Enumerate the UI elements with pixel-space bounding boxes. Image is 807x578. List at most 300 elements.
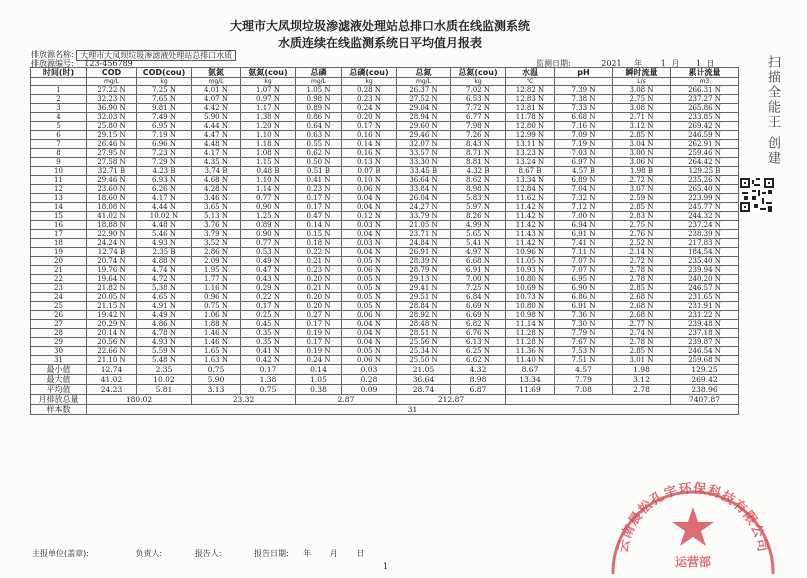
stat-label: 最小值: [31, 365, 87, 375]
table-cell: 0.24 N: [296, 356, 342, 365]
table-cell: 3.08 N: [613, 86, 671, 95]
stat-cell: 0.75: [192, 365, 241, 375]
table-cell: 23.60 N: [87, 185, 137, 194]
table-cell: 7.25 N: [137, 86, 192, 95]
column-unit: kg: [342, 78, 397, 86]
table-cell: 8.67 B: [506, 167, 555, 176]
table-cell: 18.88 N: [87, 221, 137, 230]
responsible-person-label: 负责人:: [135, 549, 163, 558]
table-cell: 25.50 N: [397, 356, 451, 365]
table-row: [31, 167, 739, 176]
table-cell: 4.72 N: [137, 275, 192, 284]
table-cell: 4.42 N: [192, 104, 241, 113]
table-cell: 12.74 B: [87, 248, 137, 257]
row-day: 20: [31, 257, 87, 266]
stat-label: 最大值: [31, 375, 87, 385]
table-cell: 7.07 N: [555, 266, 613, 275]
table-cell: 0.04 N: [342, 230, 397, 239]
table-cell: 36.64 N: [397, 176, 451, 185]
table-cell: 262.91 N: [671, 140, 739, 149]
row-day: 5: [31, 122, 87, 131]
monthly-total-tn: 212.87: [397, 395, 506, 405]
table-cell: 0.23 N: [296, 266, 342, 275]
table-cell: 269.42 N: [671, 122, 739, 131]
row-day: 18: [31, 239, 87, 248]
table-row: [31, 293, 739, 302]
table-cell: 11.05 N: [506, 257, 555, 266]
table-cell: 8.26 N: [451, 212, 506, 221]
table-cell: 7.19 N: [555, 140, 613, 149]
table-cell: 0.05 N: [342, 257, 397, 266]
table-cell: 6.77 N: [451, 113, 506, 122]
table-cell: 7.30 N: [555, 320, 613, 329]
row-day: 8: [31, 149, 87, 158]
table-row: [31, 257, 739, 266]
table-cell: 0.90 N: [241, 230, 296, 239]
table-cell: 244.32 N: [671, 212, 739, 221]
table-cell: 259.46 N: [671, 149, 739, 158]
table-cell: 21.15 N: [87, 302, 137, 311]
table-cell: 3.65 N: [192, 203, 241, 212]
stat-cell: 12.74: [87, 365, 137, 375]
column-unit: kg: [241, 78, 296, 86]
table-cell: 29.41 N: [397, 284, 451, 293]
table-cell: 10.73 N: [506, 293, 555, 302]
table-cell: 2.86 N: [192, 248, 241, 257]
table-cell: 11.42 N: [506, 239, 555, 248]
stat-row: [31, 365, 739, 375]
table-cell: 6.62 N: [451, 356, 506, 365]
table-cell: 259.68 N: [671, 356, 739, 365]
table-cell: 0.07 B: [342, 167, 397, 176]
row-day: 29: [31, 338, 87, 347]
table-cell: 0.63 N: [296, 131, 342, 140]
table-cell: 2.76 N: [613, 230, 671, 239]
table-cell: 6.68 N: [451, 257, 506, 266]
row-day: 6: [31, 131, 87, 140]
stat-cell: 269.42: [671, 375, 739, 385]
column-unit: L/s: [613, 78, 671, 86]
table-cell: 23.71 N: [397, 230, 451, 239]
table-cell: 4.32 B: [451, 167, 506, 176]
table-cell: 26.91 N: [397, 248, 451, 257]
table-cell: 237.18 N: [671, 329, 739, 338]
table-cell: 0.04 N: [342, 329, 397, 338]
table-cell: 28.84 N: [397, 302, 451, 311]
table-cell: 27.95 N: [87, 149, 137, 158]
table-cell: 231.22 N: [671, 311, 739, 320]
table-cell: 5.38 N: [137, 284, 192, 293]
table-cell: 10.02 N: [137, 212, 192, 221]
table-cell: 7.11 N: [555, 248, 613, 257]
table-cell: 1.10 N: [241, 176, 296, 185]
table-cell: 0.22 N: [241, 293, 296, 302]
table-cell: 0.23 N: [342, 95, 397, 104]
table-cell: 6.89 N: [555, 176, 613, 185]
table-cell: 0.19 N: [296, 329, 342, 338]
row-day: 15: [31, 212, 87, 221]
table-cell: 6.69 N: [451, 302, 506, 311]
table-cell: 0.42 N: [241, 356, 296, 365]
table-cell: 1.20 N: [241, 122, 296, 131]
table-cell: 3.76 N: [192, 221, 241, 230]
table-cell: 233.85 N: [671, 113, 739, 122]
column-unit: mg/L: [87, 78, 137, 86]
table-cell: 0.17 N: [296, 194, 342, 203]
table-cell: 26.37 N: [397, 86, 451, 95]
column-unit: kg: [137, 78, 192, 86]
table-cell: 7.41 N: [555, 239, 613, 248]
stat-cell: 4.32: [451, 365, 506, 375]
table-row: [31, 248, 739, 257]
table-cell: 0.24 N: [342, 104, 397, 113]
table-cell: 7.19 N: [137, 131, 192, 140]
row-day: 27: [31, 320, 87, 329]
table-cell: 0.35 N: [241, 329, 296, 338]
table-cell: 0.89 N: [241, 221, 296, 230]
table-cell: 2.72 N: [613, 176, 671, 185]
table-cell: 24.24 N: [87, 239, 137, 248]
table-cell: 7.53 N: [555, 347, 613, 356]
stat-cell: 8.67: [506, 365, 555, 375]
column-header: 瞬时流量: [613, 68, 671, 78]
table-cell: 11.42 N: [506, 203, 555, 212]
table-cell: 0.77 N: [241, 239, 296, 248]
table-cell: 2.14 N: [613, 248, 671, 257]
table-cell: 2.85 N: [613, 284, 671, 293]
table-row: [31, 284, 739, 293]
stat-cell: 129.25: [671, 365, 739, 375]
monthly-total-cod: 180.02: [87, 395, 192, 405]
table-cell: 223.99 N: [671, 194, 739, 203]
table-cell: 0.62 N: [296, 149, 342, 158]
column-header: pH: [555, 68, 613, 78]
column-unit: mg/L: [192, 78, 241, 86]
table-cell: 2.71 N: [613, 113, 671, 122]
table-cell: 2.74 N: [613, 329, 671, 338]
table-cell: 41.02 N: [87, 212, 137, 221]
table-cell: 3.04 N: [613, 140, 671, 149]
table-cell: 7.67 N: [555, 338, 613, 347]
table-cell: 265.86 N: [671, 104, 739, 113]
stat-cell: 2.35: [137, 365, 192, 375]
table-cell: 2.77 N: [613, 320, 671, 329]
monitor-date-label: 监测日期:: [536, 59, 571, 68]
stat-cell: 2.78: [613, 385, 671, 395]
table-cell: 10.69 N: [506, 284, 555, 293]
table-cell: 18.08 N: [87, 203, 137, 212]
report-day-unit: 日: [356, 549, 365, 558]
table-cell: 6.82 N: [451, 320, 506, 329]
table-cell: 24.27 N: [397, 203, 451, 212]
stat-cell: 5.81: [137, 385, 192, 395]
table-cell: 4.74 N: [137, 266, 192, 275]
table-cell: 33.84 N: [397, 185, 451, 194]
report-footer: [32, 548, 370, 559]
table-cell: 7.98 N: [451, 122, 506, 131]
monitor-day: 1: [695, 59, 701, 68]
table-cell: 8.81 N: [451, 158, 506, 167]
row-day: 11: [31, 176, 87, 185]
table-cell: 4.17 N: [137, 194, 192, 203]
table-cell: 0.51 B: [296, 167, 342, 176]
table-cell: 0.25 N: [241, 311, 296, 320]
table-cell: 0.35 N: [241, 338, 296, 347]
table-cell: 0.16 N: [342, 149, 397, 158]
table-cell: 0.14 N: [342, 140, 397, 149]
table-cell: 29.46 N: [87, 176, 137, 185]
table-cell: 0.16 N: [342, 131, 397, 140]
table-cell: 29.60 N: [397, 122, 451, 131]
table-row: [31, 104, 739, 113]
table-cell: 7.25 N: [451, 284, 506, 293]
table-cell: 5.90 N: [192, 113, 241, 122]
table-cell: 240.20 N: [671, 275, 739, 284]
table-cell: 7.04 N: [555, 185, 613, 194]
table-cell: 6.68 N: [555, 113, 613, 122]
table-cell: 0.03 N: [342, 239, 397, 248]
table-cell: 7.00 N: [555, 212, 613, 221]
table-cell: 8.43 N: [451, 140, 506, 149]
table-cell: 20.74 N: [87, 257, 137, 266]
table-cell: 5.41 N: [451, 239, 506, 248]
row-day: 7: [31, 140, 87, 149]
table-cell: 32.03 N: [87, 113, 137, 122]
table-cell: 6.90 N: [555, 284, 613, 293]
table-cell: 5.97 N: [451, 203, 506, 212]
table-cell: 0.17 N: [342, 122, 397, 131]
row-day: 16: [31, 221, 87, 230]
table-cell: 11.28 N: [506, 329, 555, 338]
table-cell: 6.95 N: [137, 122, 192, 131]
table-cell: 0.22 N: [296, 248, 342, 257]
table-row: [31, 176, 739, 185]
table-cell: 28.94 N: [397, 113, 451, 122]
sample-count-label: 样本数: [31, 405, 87, 415]
table-cell: 5.46 N: [137, 230, 192, 239]
table-cell: 10.80 N: [506, 302, 555, 311]
table-cell: 11.42 N: [506, 212, 555, 221]
table-cell: 20.29 N: [87, 320, 137, 329]
table-row: [31, 239, 739, 248]
sample-count-row: [31, 405, 739, 415]
company-seal-icon: [608, 452, 778, 574]
report-year-unit: 年: [303, 549, 312, 558]
table-row: [31, 347, 739, 356]
table-cell: 29.13 N: [397, 275, 451, 284]
table-cell: 27.22 N: [87, 86, 137, 95]
stat-cell: 21.05: [397, 365, 451, 375]
table-cell: 27.58 N: [87, 158, 137, 167]
table-row: [31, 302, 739, 311]
table-cell: 4.49 N: [137, 311, 192, 320]
stat-cell: 41.02: [87, 375, 137, 385]
table-cell: 245.77 N: [671, 203, 739, 212]
table-cell: 6.94 N: [555, 221, 613, 230]
table-row: [31, 338, 739, 347]
stat-cell: 1.38: [241, 375, 296, 385]
table-cell: 0.20 N: [342, 113, 397, 122]
table-cell: 4.44 N: [192, 122, 241, 131]
table-cell: 0.64 N: [296, 122, 342, 131]
table-cell: 7.39 N: [555, 86, 613, 95]
table-cell: 4.93 N: [137, 239, 192, 248]
table-cell: 7.51 N: [555, 356, 613, 365]
table-cell: 4.93 N: [137, 338, 192, 347]
column-header: 水温: [506, 68, 555, 78]
table-cell: 4.86 N: [137, 320, 192, 329]
row-day: 19: [31, 248, 87, 257]
table-cell: 239.48 N: [671, 320, 739, 329]
outlet-name-label: 排放源名称:: [31, 50, 74, 59]
table-cell: 27.52 N: [397, 95, 451, 104]
table-cell: 238.39 N: [671, 230, 739, 239]
table-cell: 0.03 N: [342, 221, 397, 230]
table-cell: 25.34 N: [397, 347, 451, 356]
table-cell: 22.66 N: [87, 347, 137, 356]
table-cell: 2.78 N: [613, 266, 671, 275]
table-cell: 5.13 N: [192, 212, 241, 221]
table-cell: 4.07 N: [192, 95, 241, 104]
monthly-total-empty: [506, 395, 671, 405]
table-row: [31, 86, 739, 95]
table-cell: 3.46 N: [192, 194, 241, 203]
table-cell: 12.84 N: [506, 185, 555, 194]
table-cell: 1.14 N: [241, 185, 296, 194]
table-cell: 0.75 N: [192, 302, 241, 311]
table-row: [31, 212, 739, 221]
column-unit: mg/L: [397, 78, 451, 86]
table-row: [31, 149, 739, 158]
table-cell: 10.93 N: [506, 266, 555, 275]
stat-cell: 0.17: [241, 365, 296, 375]
table-cell: 33.57 N: [397, 149, 451, 158]
table-cell: 20.14 N: [87, 329, 137, 338]
table-cell: 13.23 N: [506, 149, 555, 158]
table-cell: 7.49 N: [137, 113, 192, 122]
table-cell: 7.36 N: [555, 311, 613, 320]
table-cell: 2.85 N: [613, 131, 671, 140]
table-cell: 32.71 B: [87, 167, 137, 176]
table-cell: 1.15 N: [241, 158, 296, 167]
row-day: 12: [31, 185, 87, 194]
table-cell: 1.63 N: [192, 356, 241, 365]
table-cell: 6.96 N: [137, 140, 192, 149]
table-cell: 1.16 N: [192, 284, 241, 293]
table-cell: 0.96 N: [192, 293, 241, 302]
table-cell: 24.84 N: [397, 239, 451, 248]
table-cell: 5.59 N: [137, 347, 192, 356]
table-row: [31, 194, 739, 203]
monitor-year-unit: 年: [634, 59, 643, 68]
table-cell: 1.18 N: [241, 140, 296, 149]
table-cell: 1.25 N: [241, 212, 296, 221]
table-cell: 0.41 N: [296, 176, 342, 185]
table-cell: 6.91 N: [555, 230, 613, 239]
table-cell: 7.32 N: [555, 194, 613, 203]
table-cell: 29.46 N: [397, 131, 451, 140]
table-cell: 4.91 N: [137, 302, 192, 311]
table-cell: 29.15 N: [87, 131, 137, 140]
table-cell: 0.06 N: [342, 266, 397, 275]
monthly-total-label: 月排放总量: [31, 395, 87, 405]
table-cell: 0.10 N: [342, 176, 397, 185]
table-cell: 0.13 N: [342, 158, 397, 167]
table-cell: 6.95 N: [555, 275, 613, 284]
stat-cell: 0.38: [296, 385, 342, 395]
stat-label: 平均值: [31, 385, 87, 395]
table-cell: 0.18 N: [296, 239, 342, 248]
table-cell: 25.80 N: [87, 122, 137, 131]
column-header: COD: [87, 68, 137, 78]
table-cell: 0.98 N: [296, 95, 342, 104]
table-cell: 12.80 N: [506, 122, 555, 131]
row-day: 1: [31, 86, 87, 95]
table-cell: 239.87 N: [671, 338, 739, 347]
table-cell: 0.04 N: [342, 320, 397, 329]
table-cell: 2.75 N: [613, 221, 671, 230]
row-day: 28: [31, 329, 87, 338]
table-cell: 0.12 N: [342, 212, 397, 221]
table-cell: 11.78 N: [506, 113, 555, 122]
table-cell: 2.68 N: [613, 302, 671, 311]
table-cell: 21.05 N: [397, 221, 451, 230]
table-cell: 28.92 N: [397, 311, 451, 320]
table-cell: 3.00 N: [613, 149, 671, 158]
table-row: [31, 221, 739, 230]
table-cell: 0.04 N: [342, 248, 397, 257]
table-cell: 7.29 N: [137, 158, 192, 167]
table-cell: 6.91 N: [555, 302, 613, 311]
table-cell: 0.20 N: [296, 275, 342, 284]
table-row: [31, 329, 739, 338]
stat-cell: 10.02: [137, 375, 192, 385]
table-cell: 4.65 N: [137, 293, 192, 302]
table-cell: 7.26 N: [451, 131, 506, 140]
report-month-unit: 月: [329, 549, 338, 558]
table-row: [31, 122, 739, 131]
stat-cell: 0.14: [296, 365, 342, 375]
table-cell: 0.04 N: [342, 194, 397, 203]
stat-cell: 8.98: [451, 375, 506, 385]
table-cell: 5.65 N: [451, 230, 506, 239]
table-cell: 1.88 N: [192, 320, 241, 329]
stat-cell: 28.74: [397, 385, 451, 395]
table-cell: 6.93 N: [137, 176, 192, 185]
sample-count-value: 31: [87, 405, 739, 415]
table-cell: 0.48 B: [241, 167, 296, 176]
table-cell: 28.39 N: [397, 257, 451, 266]
row-day: 2: [31, 95, 87, 104]
table-cell: 0.43 N: [241, 275, 296, 284]
table-cell: 2.52 N: [613, 239, 671, 248]
table-row: [31, 113, 739, 122]
table-cell: 1.08 N: [241, 149, 296, 158]
row-day: 31: [31, 356, 87, 365]
table-cell: 3.79 N: [192, 230, 241, 239]
table-cell: 28.51 N: [397, 329, 451, 338]
monthly-total-flow: 7407.87: [671, 395, 739, 405]
table-row: [31, 230, 739, 239]
table-cell: 0.20 N: [296, 293, 342, 302]
table-cell: 1.77 N: [192, 275, 241, 284]
table-cell: 7.33 N: [555, 104, 613, 113]
outlet-code-label: 排放源编号:: [31, 59, 74, 68]
table-cell: 11.36 N: [506, 347, 555, 356]
column-header: 氨氮(cou): [241, 68, 296, 78]
table-cell: 13.34 N: [506, 176, 555, 185]
table-row: [31, 311, 739, 320]
